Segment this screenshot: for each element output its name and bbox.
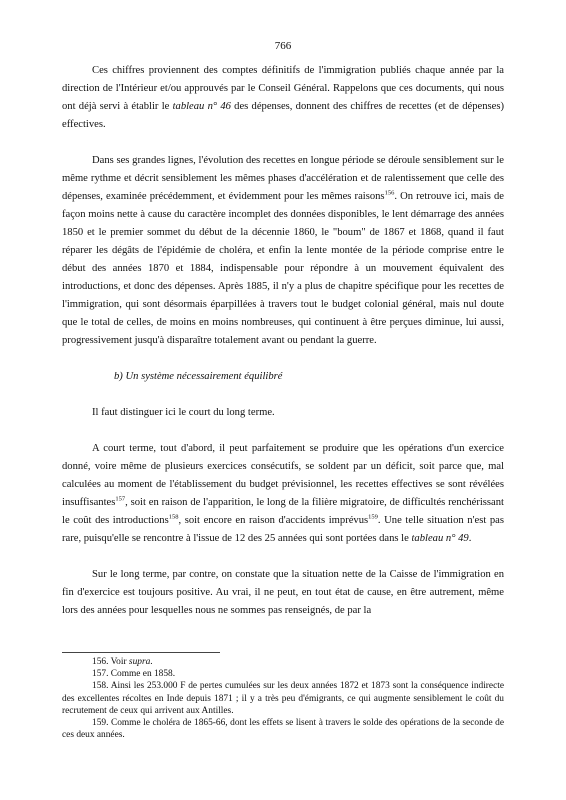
footnote: 159. Comme le choléra de 1865-66, dont les effets se lisent à travers le solde des opérations de la seconde de ces deux années. [62, 718, 504, 741]
footnote-ref: 159 [368, 513, 378, 521]
paragraph: Sur le long terme, par contre, on constate que la situation nette de la Caisse de l'immigration en fin d'exercice est toujours positive. Au vrai, il ne peut, en tout état de cause, en être autrement, même lors des années pour lesquelles nous ne sommes pas renseignés, de par la [62, 569, 504, 616]
main-text [62, 62, 504, 620]
footnote: 156. Voir supra. [92, 657, 153, 667]
section-heading: b) Un système nécessairement équilibré [114, 371, 283, 382]
footnote: 158. Ainsi les 253.000 F de pertes cumulées sur les deux années 1872 et 1873 sont la conséquence indirecte des excellentes récoltes en Inde depuis 1871 ; il y a très peu d'émigrants, ce qui augmente sensiblement le coût du recrutement de ceux qui arrivent aux Antilles. [62, 681, 505, 716]
footnotes [62, 656, 504, 741]
footnote: 157. Comme en 1858. [92, 669, 176, 680]
paragraph: Ces chiffres proviennent des comptes définitifs de l'immigration publiés chaque année par la direction de l'Intérieur et/ou approuvés par le Conseil Général. Rappelons que ces documents, qui nous ont déjà servi à établir le tableau n° 46 des dépenses, donnent des chiffres de recettes (et de dépenses) effectives. [62, 65, 504, 130]
page-number: 766 [274, 40, 292, 52]
footnote-ref: 158 [168, 513, 179, 521]
paragraph: Dans ses grandes lignes, l'évolution des recettes en longue période se déroule sensiblement sur le même rythme et décrit sensiblement les mêmes phases d'accélération et de ralentissement que celle des dépenses, examinée précédemment, et évidemment pour les mêmes raisons$^{156}$. On retrouve ici, mais de façon moins nette à cause du caractère incomplet des données disponibles, le lent démarrage des années 1850 et le premier sommet du début de la décennie 1860, le "boum" de 1867 et 1868, quand il faut réparer les dégâts de l'épidémie de choléra, et enfin la lente montée de la période comprise entre le début des années 1870 et 1884, indispensable pour répondre à un mouvement équivalent des introductions, et donc des dépenses. Après 1885, il n'y a plus de chapitre spécifique pour les recettes de l'immigration, qui sont désormais éparpillées à travers tout le budget colonial général, mais nul doute que le total de celles, de moins en moins nombreuses, qui continuent à être perçues diminue, lui aussi, progressivement jusqu'à disparaître totalement avant ou pendant la guerre. [62, 155, 504, 346]
paragraph: A court terme, tout d'abord, il peut parfaitement se produire que les opérations d'un exercice donné, voire même de plusieurs exercices consécutifs, se soldent par un déficit, soit parce que, mal calculées au moment de l'établissement du budget prévisionnel, les recettes effectives se sont révélées insuffisantes$^{157}$, soit en raison de l'apparition, le long de la filière migratoire, de difficultés renchérissant le coût des introductions$^{158}$, soit encore en raison d'accidents imprévus$^{159}$. Une telle situation n'est pas rare, puisqu'elle se rencontre à l'issue de 12 des 25 années qui sont portées dans le tableau n° 49. [62, 443, 505, 544]
footnote-divider [62, 652, 220, 653]
paragraph: Il faut distinguer ici le court du long terme. [92, 407, 275, 418]
footnote-ref: 156 [384, 189, 395, 197]
footnote-ref: 157 [115, 495, 126, 503]
